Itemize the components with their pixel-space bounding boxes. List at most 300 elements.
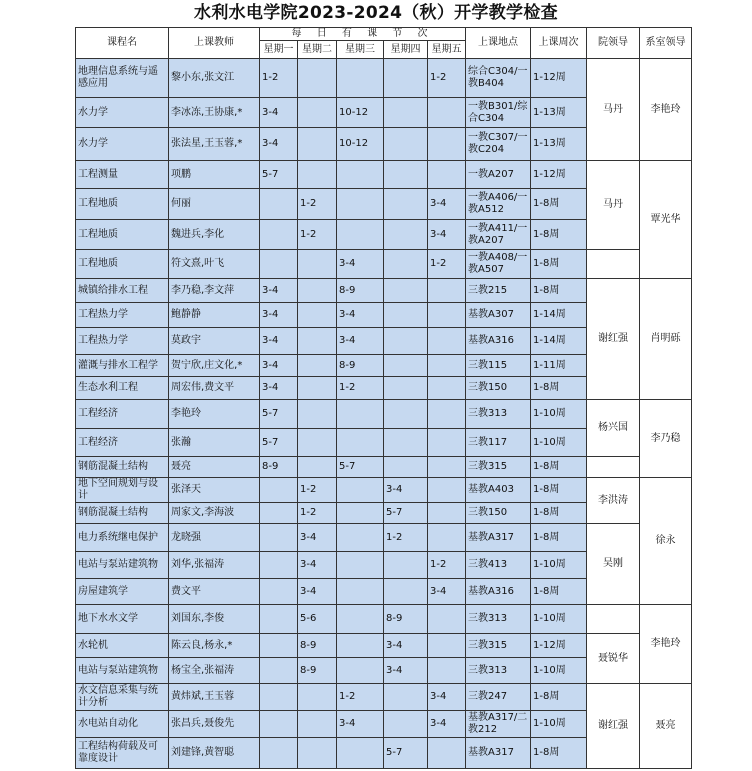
thu-cell-text: 5-7	[386, 507, 403, 518]
tue-cell	[297, 683, 337, 711]
teacher-cell-text: 李艳玲	[171, 408, 201, 419]
fri-cell	[427, 127, 466, 161]
course-cell-text: 工程结构荷载及可靠度设计	[78, 741, 158, 764]
thu-cell-text: 3-4	[386, 484, 403, 495]
course-cell-text: 城镇给排水工程	[78, 284, 148, 296]
header-teacher	[168, 27, 260, 59]
weeks-cell	[530, 737, 587, 769]
mon-cell-text: 5-7	[262, 436, 279, 448]
wed-cell	[336, 633, 384, 658]
wed-cell	[336, 327, 384, 355]
fri-cell-text: 3-4	[430, 585, 447, 597]
location-cell	[465, 578, 531, 605]
location-cell-text: 基教A316	[468, 585, 514, 597]
college-leader-cell-text: 聂锐华	[598, 652, 628, 664]
course-cell	[75, 97, 169, 128]
fri-cell	[427, 219, 466, 250]
header-teacher-label: 上课教师	[194, 37, 234, 48]
teacher-cell	[168, 302, 260, 328]
header-course-label: 课程名	[107, 37, 137, 48]
tue-cell-text: 1-2	[300, 484, 317, 495]
wed-cell-text: 1-2	[339, 691, 356, 702]
tue-cell	[297, 428, 337, 457]
teacher-cell-text: 张昌兵,聂俊先	[171, 718, 235, 729]
course-cell	[75, 710, 169, 738]
fri-cell	[427, 633, 466, 658]
course-cell-text: 地下水水文学	[78, 613, 138, 624]
wed-cell-text: 5-7	[339, 461, 356, 472]
teacher-cell-text: 杨宝全,张福涛	[171, 664, 235, 676]
fri-cell	[427, 477, 466, 503]
tue-cell	[297, 188, 337, 220]
college-leader-cell-text: 李洪涛	[598, 494, 628, 506]
page-title: 水利水电学院2023-2024（秋）开学教学检查	[194, 3, 558, 23]
tue-cell	[297, 278, 337, 303]
mon-cell	[259, 249, 298, 279]
weeks-cell-text: 1-8周	[533, 284, 560, 296]
location-cell	[465, 97, 531, 128]
header-day-label: 星期二	[302, 43, 332, 55]
thu-cell	[383, 127, 428, 161]
location-cell-text: 基教A317	[468, 747, 514, 758]
college-leader-cell	[586, 523, 640, 605]
course-cell-text: 地理信息系统与遥感应用	[78, 66, 158, 89]
location-cell	[465, 354, 531, 377]
course-cell	[75, 657, 169, 684]
course-cell	[75, 127, 169, 161]
teacher-cell	[168, 160, 260, 189]
teacher-cell	[168, 477, 260, 503]
fri-cell	[427, 710, 466, 738]
location-cell-text: 一教A411/一教A207	[468, 222, 528, 246]
header-periods-label: 每 日 有 课 节 次	[291, 28, 434, 39]
thu-cell-text: 5-7	[386, 747, 403, 758]
college-leader-cell	[586, 278, 640, 400]
fri-cell	[427, 376, 466, 400]
course-cell	[75, 249, 169, 279]
wed-cell	[336, 219, 384, 250]
weeks-cell	[530, 456, 587, 478]
tue-cell	[297, 456, 337, 478]
teacher-cell	[168, 354, 260, 377]
wed-cell	[336, 278, 384, 303]
mon-cell	[259, 477, 298, 503]
wed-cell	[336, 657, 384, 684]
location-cell-text: 三教215	[468, 284, 508, 296]
weeks-cell-text: 1-10周	[533, 664, 566, 676]
weeks-cell	[530, 633, 587, 658]
tue-cell	[297, 127, 337, 161]
mon-cell	[259, 219, 298, 250]
mon-cell	[259, 657, 298, 684]
mon-cell-text: 5-7	[262, 408, 279, 419]
weeks-cell	[530, 127, 587, 161]
tue-cell	[297, 551, 337, 579]
tue-cell-text: 8-9	[300, 664, 317, 676]
location-cell-text: 三教313	[468, 408, 508, 419]
location-cell	[465, 456, 531, 478]
header-day-wed	[336, 40, 384, 59]
course-cell-text: 水轮机	[78, 639, 108, 651]
fri-cell	[427, 354, 466, 377]
teacher-cell-text: 贺宁欣,庄文化,*	[171, 359, 243, 371]
mon-cell-text: 1-2	[262, 72, 279, 83]
course-cell	[75, 160, 169, 189]
course-cell-text: 生态水利工程	[78, 382, 138, 393]
tue-cell	[297, 327, 337, 355]
wed-cell-text: 10-12	[339, 106, 369, 118]
teacher-cell-text: 刘华,张福涛	[171, 559, 225, 570]
location-cell-text: 三教150	[468, 507, 508, 518]
course-cell-text: 电站与泵站建筑物	[78, 559, 158, 570]
weeks-cell-text: 1-14周	[533, 335, 566, 346]
college-leader-cell	[586, 477, 640, 524]
mon-cell-text: 8-9	[262, 461, 279, 472]
mon-cell	[259, 737, 298, 769]
fri-cell	[427, 456, 466, 478]
fri-cell-text: 3-4	[430, 228, 447, 240]
mon-cell	[259, 502, 298, 524]
teacher-cell	[168, 523, 260, 552]
thu-cell	[383, 551, 428, 579]
teacher-cell-text: 龙晓强	[171, 531, 201, 543]
course-cell	[75, 219, 169, 250]
wed-cell	[336, 188, 384, 220]
wed-cell	[336, 683, 384, 711]
fri-cell-text: 3-4	[430, 198, 447, 209]
course-cell	[75, 551, 169, 579]
course-cell	[75, 428, 169, 457]
weeks-cell-text: 1-8周	[533, 747, 560, 758]
course-cell	[75, 376, 169, 400]
teacher-cell	[168, 428, 260, 457]
fri-cell	[427, 428, 466, 457]
thu-cell	[383, 58, 428, 98]
weeks-cell	[530, 551, 587, 579]
location-cell-text: 一教A207	[468, 168, 514, 180]
tue-cell	[297, 376, 337, 400]
location-cell	[465, 551, 531, 579]
thu-cell	[383, 376, 428, 400]
weeks-cell-text: 1-14周	[533, 309, 566, 320]
mon-cell-text: 3-4	[262, 309, 279, 320]
course-cell	[75, 302, 169, 328]
course-cell-text: 工程经济	[78, 436, 118, 448]
thu-cell	[383, 160, 428, 189]
course-cell	[75, 327, 169, 355]
location-cell-text: 三教315	[468, 461, 508, 472]
teacher-cell-text: 刘国东,李俊	[171, 613, 225, 624]
tue-cell-text: 3-4	[300, 531, 317, 543]
header-college-leader	[586, 27, 640, 59]
header-day-label: 星期一	[263, 43, 294, 55]
weeks-cell	[530, 58, 587, 98]
location-cell-text: 三教313	[468, 664, 508, 676]
tue-cell	[297, 523, 337, 552]
header-day-tue	[297, 40, 337, 59]
mon-cell	[259, 456, 298, 478]
weeks-cell-text: 1-8周	[533, 198, 560, 209]
course-cell	[75, 523, 169, 552]
wed-cell-text: 8-9	[339, 284, 356, 296]
course-cell	[75, 737, 169, 769]
course-cell-text: 工程地质	[78, 198, 118, 209]
tue-cell	[297, 633, 337, 658]
location-cell-text: 三教315	[468, 639, 508, 651]
tue-cell-text: 3-4	[300, 559, 317, 570]
thu-cell	[383, 327, 428, 355]
tue-cell	[297, 578, 337, 605]
location-cell	[465, 399, 531, 429]
course-cell-text: 水力学	[78, 138, 108, 149]
fri-cell	[427, 97, 466, 128]
location-cell-text: 基教A307	[468, 309, 514, 320]
mon-cell	[259, 127, 298, 161]
weeks-cell-text: 1-10周	[533, 559, 566, 570]
mon-cell	[259, 327, 298, 355]
wed-cell	[336, 376, 384, 400]
thu-cell	[383, 737, 428, 769]
teacher-cell	[168, 710, 260, 738]
wed-cell	[336, 399, 384, 429]
fri-cell	[427, 523, 466, 552]
weeks-cell	[530, 428, 587, 457]
wed-cell	[336, 551, 384, 579]
teacher-cell	[168, 578, 260, 605]
weeks-cell	[530, 354, 587, 377]
header-day-label: 星期三	[345, 43, 375, 55]
tue-cell-text: 3-4	[300, 585, 317, 597]
course-cell	[75, 502, 169, 524]
fri-cell	[427, 737, 466, 769]
wed-cell-text: 1-2	[339, 382, 356, 393]
course-cell-text: 水电站自动化	[78, 718, 138, 729]
weeks-cell-text: 1-11周	[533, 359, 566, 371]
fri-cell	[427, 249, 466, 279]
tue-cell	[297, 399, 337, 429]
dept-leader-cell-text: 徐永	[655, 535, 676, 546]
weeks-cell-text: 1-12周	[533, 72, 566, 83]
course-cell	[75, 604, 169, 634]
mon-cell	[259, 523, 298, 552]
location-cell	[465, 523, 531, 552]
dept-leader-cell-text: 覃光华	[650, 213, 681, 225]
fri-cell	[427, 58, 466, 98]
weeks-cell	[530, 578, 587, 605]
thu-cell	[383, 354, 428, 377]
location-cell	[465, 477, 531, 503]
location-cell	[465, 278, 531, 303]
dept-leader-cell-text: 李乃稳	[650, 432, 681, 444]
course-cell-text: 工程地质	[78, 228, 118, 240]
college-leader-cell	[586, 58, 640, 161]
tue-cell	[297, 219, 337, 250]
tue-cell	[297, 160, 337, 189]
header-periods	[259, 27, 466, 41]
thu-cell	[383, 502, 428, 524]
teacher-cell	[168, 219, 260, 250]
teacher-cell-text: 李乃稳,李文萍	[171, 284, 235, 296]
course-cell-text: 水力学	[78, 106, 108, 118]
location-cell-text: 三教115	[468, 359, 508, 371]
teacher-cell-text: 鲍静静	[171, 309, 201, 320]
header-day-thu	[383, 40, 428, 59]
location-cell	[465, 683, 531, 711]
header-location-label: 上课地点	[478, 37, 518, 48]
teacher-cell	[168, 327, 260, 355]
mon-cell	[259, 551, 298, 579]
tue-cell-text: 8-9	[300, 639, 317, 651]
course-cell-text: 钢筋混凝土结构	[78, 507, 148, 518]
wed-cell	[336, 127, 384, 161]
fri-cell-text: 1-2	[430, 559, 447, 570]
tue-cell	[297, 354, 337, 377]
location-cell-text: 三教150	[468, 382, 508, 393]
weeks-cell-text: 1-8周	[533, 585, 560, 597]
location-cell	[465, 633, 531, 658]
college-leader-cell	[586, 633, 640, 684]
course-cell	[75, 683, 169, 711]
college-leader-cell	[586, 160, 640, 250]
thu-cell	[383, 97, 428, 128]
college-leader-cell	[586, 683, 640, 769]
wed-cell	[336, 737, 384, 769]
location-cell	[465, 604, 531, 634]
tue-cell-text: 1-2	[300, 507, 317, 518]
weeks-cell	[530, 160, 587, 189]
wed-cell	[336, 354, 384, 377]
college-leader-cell	[586, 249, 640, 279]
mon-cell	[259, 578, 298, 605]
location-cell	[465, 327, 531, 355]
weeks-cell-text: 1-13周	[533, 138, 566, 149]
location-cell	[465, 737, 531, 769]
location-cell-text: 三教413	[468, 559, 508, 570]
course-cell	[75, 188, 169, 220]
mon-cell-text: 3-4	[262, 106, 279, 118]
thu-cell	[383, 249, 428, 279]
thu-cell	[383, 523, 428, 552]
tue-cell	[297, 97, 337, 128]
mon-cell	[259, 710, 298, 738]
header-weeks	[530, 27, 587, 59]
teacher-cell	[168, 683, 260, 711]
thu-cell	[383, 710, 428, 738]
course-cell	[75, 578, 169, 605]
mon-cell	[259, 354, 298, 377]
thu-cell	[383, 633, 428, 658]
college-leader-cell-text: 马丹	[603, 199, 623, 210]
dept-leader-cell-text: 肖明砾	[650, 333, 681, 344]
mon-cell	[259, 399, 298, 429]
teacher-cell-text: 张泽天	[171, 484, 201, 495]
weeks-cell	[530, 657, 587, 684]
weeks-cell	[530, 502, 587, 524]
fri-cell-text: 3-4	[430, 691, 447, 702]
course-cell-text: 水文信息采集与统计分析	[78, 685, 158, 708]
course-cell-text: 钢筋混凝土结构	[78, 461, 148, 472]
location-cell-text: 三教117	[468, 436, 508, 448]
college-leader-cell-text: 谢红强	[598, 720, 628, 731]
teacher-cell-text: 周家文,李海波	[171, 507, 235, 518]
weeks-cell-text: 1-13周	[533, 106, 566, 118]
course-cell-text: 房屋建筑学	[78, 585, 128, 597]
tue-cell-text: 1-2	[300, 198, 317, 209]
course-cell-text: 工程地质	[78, 258, 118, 269]
mon-cell-text: 3-4	[262, 284, 279, 296]
fri-cell	[427, 399, 466, 429]
teacher-cell	[168, 97, 260, 128]
fri-cell	[427, 278, 466, 303]
weeks-cell-text: 1-8周	[533, 484, 560, 495]
mon-cell	[259, 604, 298, 634]
teacher-cell	[168, 376, 260, 400]
thu-cell	[383, 657, 428, 684]
teacher-cell	[168, 633, 260, 658]
thu-cell	[383, 219, 428, 250]
tue-cell-text: 5-6	[300, 613, 317, 624]
teacher-cell	[168, 249, 260, 279]
tue-cell	[297, 657, 337, 684]
dept-leader-cell	[639, 604, 692, 684]
weeks-cell	[530, 399, 587, 429]
fri-cell-text: 3-4	[430, 718, 447, 729]
header-course	[75, 27, 169, 59]
tue-cell-text: 1-2	[300, 228, 317, 240]
wed-cell	[336, 302, 384, 328]
wed-cell	[336, 160, 384, 189]
location-cell-text: 三教313	[468, 613, 508, 624]
wed-cell	[336, 502, 384, 524]
college-leader-cell	[586, 604, 640, 634]
location-cell-text: 一教B301/综合C304	[468, 100, 528, 124]
wed-cell-text: 8-9	[339, 359, 356, 371]
dept-leader-cell-text: 聂亮	[655, 720, 676, 731]
teacher-cell-text: 黄炜斌,王玉蓉	[171, 691, 235, 702]
location-cell	[465, 710, 531, 738]
teacher-cell	[168, 657, 260, 684]
course-cell-text: 电站与泵站建筑物	[78, 664, 158, 676]
weeks-cell-text: 1-10周	[533, 436, 566, 448]
teacher-cell-text: 费文平	[171, 585, 201, 597]
weeks-cell-text: 1-10周	[533, 718, 566, 729]
mon-cell	[259, 683, 298, 711]
fri-cell	[427, 160, 466, 189]
fri-cell	[427, 657, 466, 684]
fri-cell	[427, 327, 466, 355]
course-cell	[75, 633, 169, 658]
thu-cell	[383, 188, 428, 220]
thu-cell-text: 8-9	[386, 613, 403, 624]
weeks-cell-text: 1-12周	[533, 639, 566, 651]
mon-cell-text: 3-4	[262, 138, 279, 149]
wed-cell	[336, 58, 384, 98]
location-cell	[465, 160, 531, 189]
wed-cell	[336, 604, 384, 634]
location-cell	[465, 376, 531, 400]
teacher-cell-text: 莫政宇	[171, 335, 201, 346]
dept-leader-cell	[639, 399, 692, 478]
location-cell	[465, 302, 531, 328]
course-cell-text: 灌溉与排水工程学	[78, 359, 158, 371]
weeks-cell	[530, 97, 587, 128]
teacher-cell-text: 符文熹,叶飞	[171, 258, 225, 269]
teacher-cell-text: 张瀚	[171, 436, 191, 448]
fri-cell-text: 1-2	[430, 72, 447, 83]
location-cell-text: 综合C304/一教B404	[468, 66, 528, 89]
thu-cell	[383, 456, 428, 478]
mon-cell	[259, 278, 298, 303]
